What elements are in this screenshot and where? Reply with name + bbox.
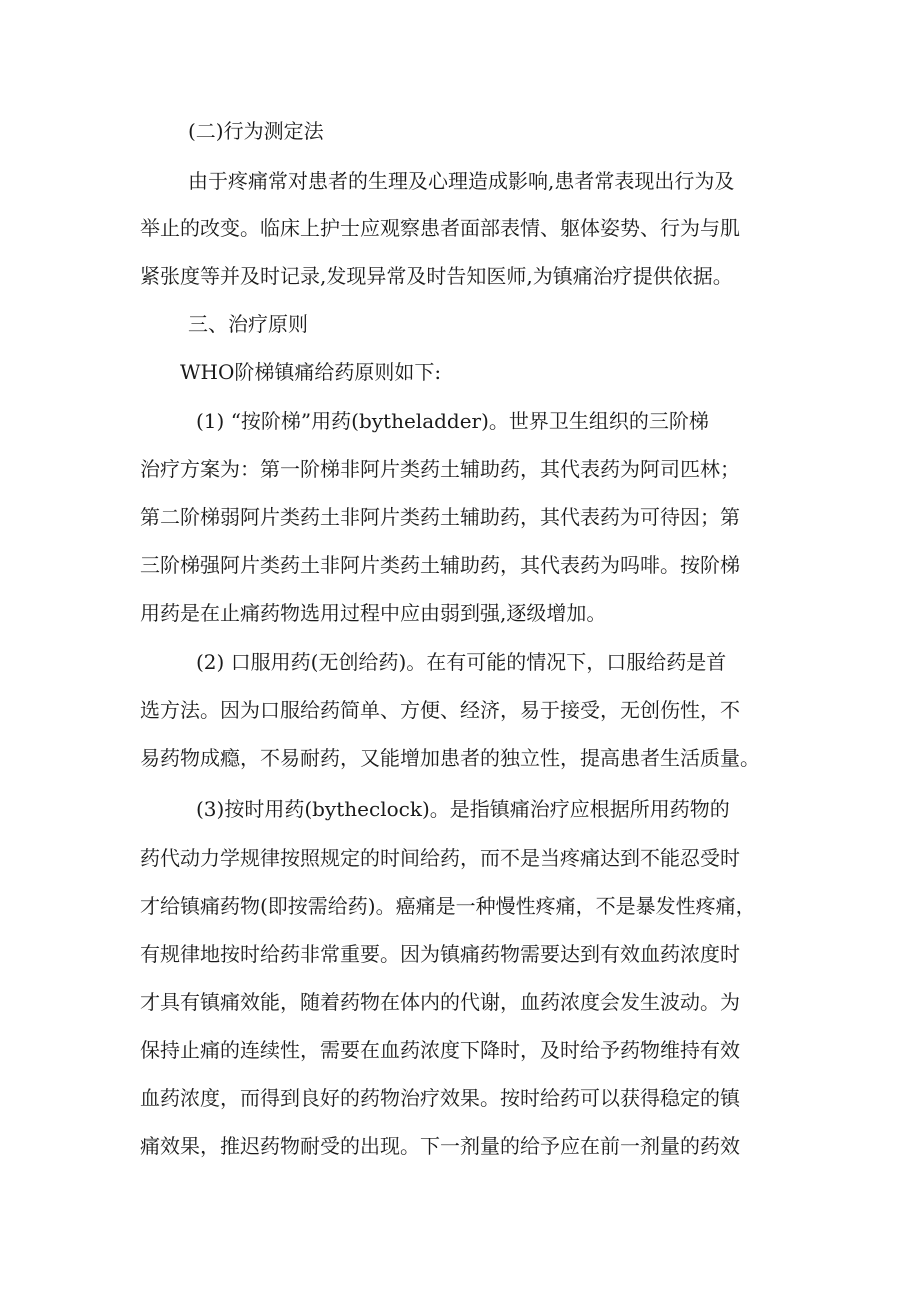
paragraph-line: (2) 口服用药(无创给药)。在有可能的情况下，口服给药是首 xyxy=(196,650,727,674)
paragraph-line: 由于疼痛常对患者的生理及心理造成影响,患者常表现出行为及 xyxy=(188,169,735,193)
paragraph-line: 药代动力学规律按照规定的时间给药，而不是当疼痛达到不能忍受时 xyxy=(140,846,740,870)
paragraph-line: 血药浓度，而得到良好的药物治疗效果。按时给药可以获得稳定的镇 xyxy=(140,1086,740,1110)
paragraph-line: 有规律地按时给药非常重要。因为镇痛药物需要达到有效血药浓度时 xyxy=(140,942,740,966)
paragraph-line: 易药物成瘾，不易耐药，又能增加患者的独立性，提高患者生活质量。 xyxy=(140,746,760,770)
section-heading-treatment-principles: 三、治疗原则 xyxy=(188,312,308,336)
paragraph-line: 才具有镇痛效能，随着药物在体内的代谢，血药浓度会发生波动。为 xyxy=(140,990,740,1014)
paragraph-line: 痛效果，推迟药物耐受的出现。下一剂量的给予应在前一剂量的药效 xyxy=(140,1134,740,1158)
paragraph-line: (1) “按阶梯”用药(bytheladder)。世界卫生组织的三阶梯 xyxy=(196,409,709,433)
section-heading-behavior-assessment: (二)行为测定法 xyxy=(188,119,324,143)
paragraph-line: 第二阶梯弱阿片类药土非阿片类药土辅助药，其代表药为可待因；第 xyxy=(140,505,740,529)
paragraph-line: 三阶梯强阿片类药土非阿片类药土辅助药，其代表药为吗啡。按阶梯 xyxy=(140,553,740,577)
paragraph-line: 举止的改变。临床上护士应观察患者面部表情、躯体姿势、行为与肌 xyxy=(140,216,740,240)
paragraph-line: 治疗方案为：第一阶梯非阿片类药土辅助药，其代表药为阿司匹林； xyxy=(140,457,740,481)
paragraph-line: 选方法。因为口服给药简单、方便、经济，易于接受，无创伤性，不 xyxy=(140,698,740,722)
paragraph-line: 用药是在止痛药物选用过程中应由弱到强,逐级增加。 xyxy=(140,601,607,625)
paragraph-line: 才给镇痛药物(即按需给药)。癌痛是一种慢性疼痛，不是暴发性疼痛， xyxy=(140,894,756,918)
paragraph-line: 紧张度等并及时记录,发现异常及时告知医师,为镇痛治疗提供依据。 xyxy=(140,264,733,288)
paragraph-line: WHO阶梯镇痛给药原则如下: xyxy=(180,360,442,384)
paragraph-line: 保持止痛的连续性，需要在血药浓度下降时，及时给予药物维持有效 xyxy=(140,1038,740,1062)
paragraph-line: (3)按时用药(bytheclock)。是指镇痛治疗应根据所用药物的 xyxy=(196,797,730,821)
